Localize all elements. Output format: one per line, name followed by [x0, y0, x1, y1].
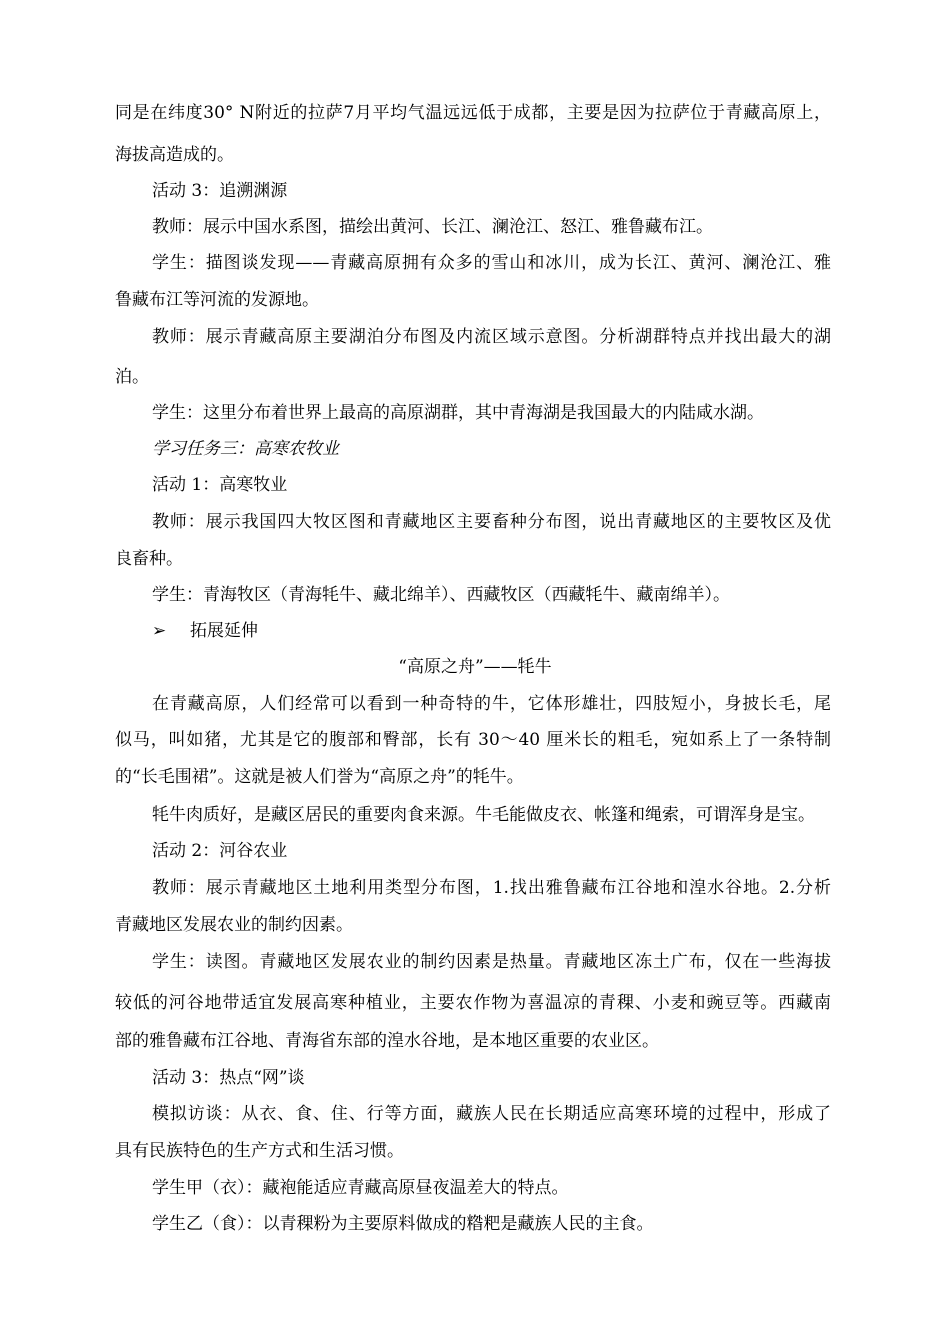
paragraph-line: 学生乙（食）：以青稞粉为主要原料做成的糌粑是藏族人民的主食。	[152, 1214, 654, 1234]
paragraph-line: 学生：读图。青藏地区发展农业的制约因素是热量。青藏地区冻土广布，仅在一些海拔	[152, 952, 831, 972]
paragraph-line: 教师：展示中国水系图，描绘出黄河、长江、澜沧江、怒江、雅鲁藏布江。	[152, 217, 713, 237]
paragraph-line: 学生：描图谈发现——青藏高原拥有众多的雪山和冰川，成为长江、黄河、澜沧江、雅	[152, 253, 831, 273]
extension-bullet-row	[0, 620, 950, 642]
paragraph-line: 具有民族特色的生产方式和生活习惯。	[115, 1141, 404, 1161]
paragraph-line: 学生甲（衣）：藏袍能适应青藏高原昼夜温差大的特点。	[152, 1178, 569, 1198]
paragraph-line: 在青藏高原，人们经常可以看到一种奇特的牛，它体形雄壮，四肢短小，身披长毛，尾	[152, 694, 831, 714]
paragraph-line: 泊。	[115, 367, 149, 387]
paragraph-line: 良畜种。	[115, 549, 183, 569]
arrow-bullet-icon: ➢	[152, 621, 167, 641]
paragraph-line: 青藏地区发展农业的制约因素。	[115, 915, 353, 935]
paragraph-line: 教师：展示青藏高原主要湖泊分布图及内流区域示意图。分析湖群特点并找出最大的湖	[152, 327, 831, 347]
paragraph-line: 部的雅鲁藏布江谷地、青海省东部的湟水谷地，是本地区重要的农业区。	[115, 1031, 659, 1051]
paragraph-line: 海拔高造成的。	[115, 145, 234, 165]
activity-heading: 活动 3：追溯渊源	[152, 181, 288, 201]
paragraph-line: 教师：展示青藏地区土地利用类型分布图，1.找出雅鲁藏布江谷地和湟水谷地。2.分析	[152, 878, 831, 898]
paragraph-line: 较低的河谷地带适宜发展高寒种植业，主要农作物为喜温凉的青稞、小麦和豌豆等。西藏南	[115, 993, 831, 1013]
paragraph-line: 学生：这里分布着世界上最高的高原湖群，其中青海湖是我国最大的内陆咸水湖。	[152, 403, 764, 423]
extension-heading: 拓展延伸	[190, 621, 258, 641]
paragraph-line: 学生：青海牧区（青海牦牛、藏北绵羊）、西藏牧区（西藏牦牛、藏南绵羊）。	[152, 585, 730, 605]
paragraph-line: 鲁藏布江等河流的发源地。	[115, 290, 319, 310]
paragraph-line: 模拟访谈：从衣、食、住、行等方面，藏族人民在长期适应高寒环境的过程中，形成了	[152, 1104, 831, 1124]
paragraph-line: 的“长毛围裙”。这就是被人们誉为“高原之舟”的牦牛。	[115, 767, 524, 787]
activity-heading: 活动 1：高寒牧业	[152, 475, 288, 495]
task-heading: 学习任务三：高寒农牧业	[152, 439, 339, 459]
paragraph-line: 同是在纬度30° N附近的拉萨7月平均气温远远低于成都，主要是因为拉萨位于青藏高原上，	[115, 103, 831, 123]
paragraph-line: 似马，叫如猪，尤其是它的腹部和臀部，长有 30～40 厘米长的粗毛，宛如系上了一条特制	[115, 730, 831, 750]
paragraph-line: 牦牛肉质好，是藏区居民的重要肉食来源。牛毛能做皮衣、帐篷和绳索，可谓浑身是宝。	[152, 805, 815, 825]
activity-heading: 活动 3：热点“网”谈	[152, 1068, 305, 1088]
activity-heading: 活动 2：河谷农业	[152, 841, 288, 861]
reading-title: “高原之舟”——牦牛	[398, 657, 552, 677]
paragraph-line: 教师：展示我国四大牧区图和青藏地区主要畜种分布图，说出青藏地区的主要牧区及优	[152, 512, 831, 532]
